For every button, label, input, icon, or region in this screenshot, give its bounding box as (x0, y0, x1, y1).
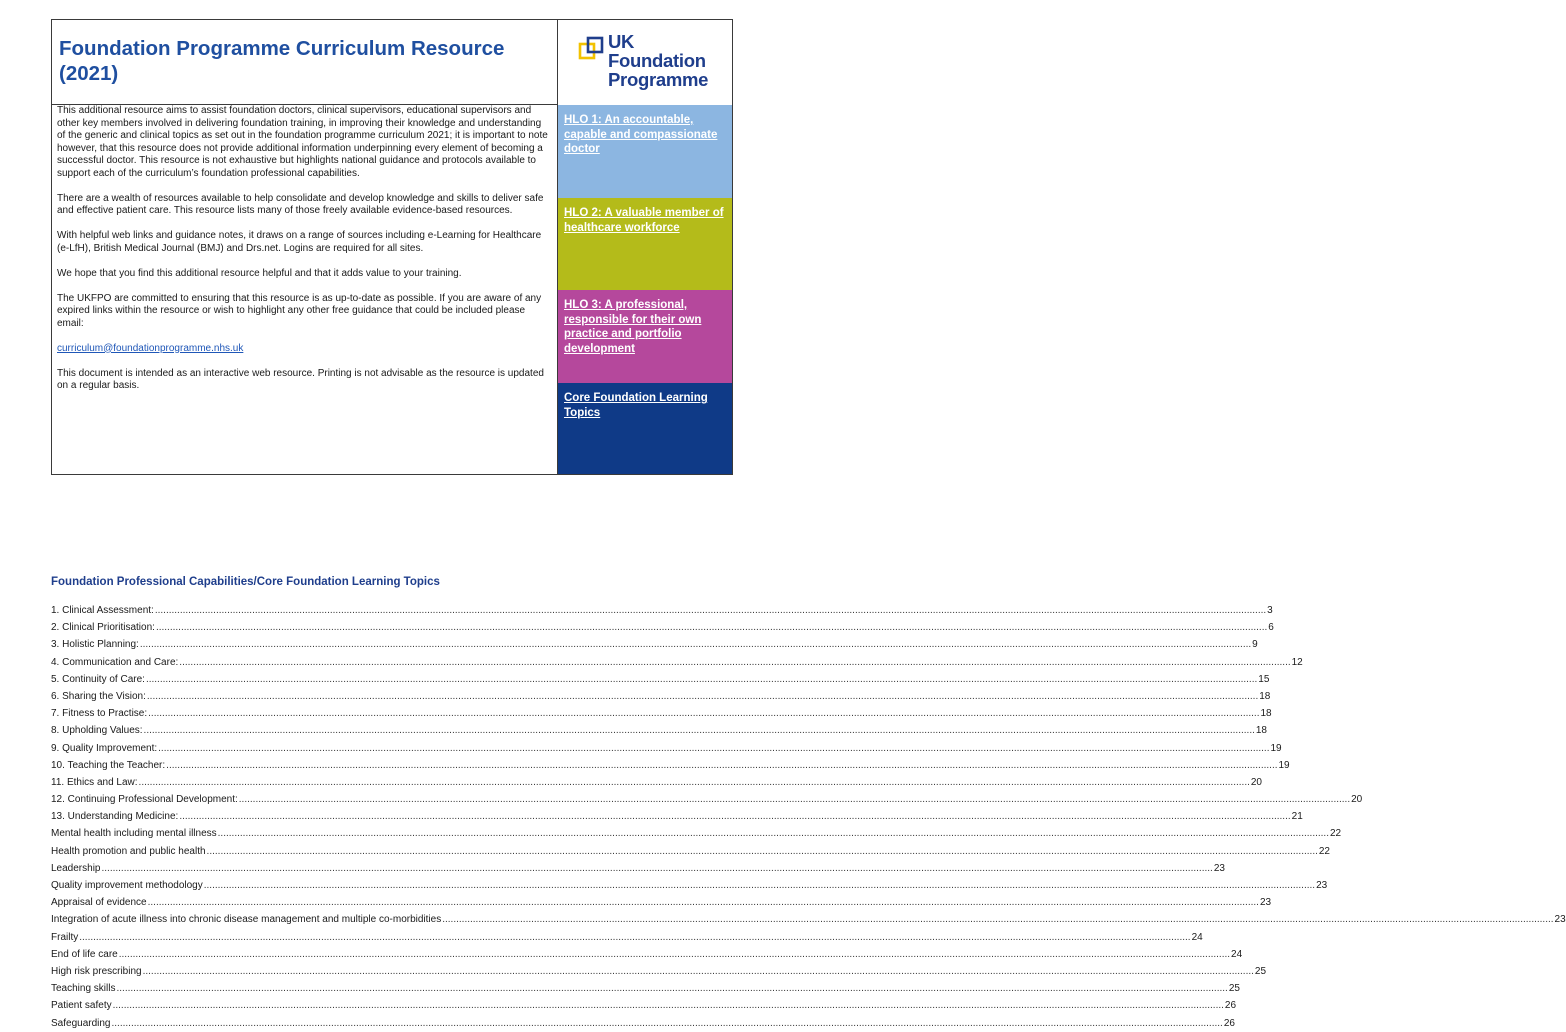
toc-entry[interactable] (51, 808, 1303, 825)
hlo-2-link[interactable]: HLO 2: A valuable member of healthcare workforce (558, 198, 732, 290)
logo-line-1: UK (608, 31, 635, 52)
toc-entry-page: 18 (1259, 690, 1271, 702)
toc-entry-page: 21 (1291, 811, 1303, 823)
toc-dot-leader: ................................................................................................................................................................................................................................................................................................................................................................................................................ (148, 708, 1260, 720)
toc-entry[interactable] (51, 929, 1203, 946)
toc-entry-page: 6 (1268, 622, 1274, 634)
toc-entry-page: 19 (1278, 759, 1290, 771)
hlo-1-link[interactable]: HLO 1: An accountable, capable and compassionate doctor (558, 105, 732, 198)
table-of-contents (51, 602, 1566, 1032)
intro-paragraph: This document is intended as an interactive web resource. Printing is not advisable as the resource is updated on a regular basis. (57, 367, 544, 391)
toc-dot-leader: ................................................................................................................................................................................................................................................................................................................................................................................................................ (166, 759, 1278, 771)
toc-entry-title: 5. Continuity of Care: (51, 673, 145, 685)
intro-text (57, 105, 551, 405)
toc-entry-page: 25 (1228, 983, 1240, 995)
toc-entry-page: 23 (1554, 914, 1566, 926)
logo-line-3: Programme (608, 69, 709, 90)
ukfp-logo (558, 20, 732, 105)
toc-dot-leader: ................................................................................................................................................................................................................................................................................................................................................................................................................ (116, 983, 1228, 995)
logo-squares-icon (578, 36, 606, 64)
toc-entry-page: 18 (1260, 708, 1272, 720)
toc-dot-leader: ................................................................................................................................................................................................................................................................................................................................................................................................................ (138, 776, 1250, 788)
logo-wordmark (608, 32, 708, 89)
toc-entry-page: 23 (1316, 880, 1328, 891)
toc-entry-page: 25 (1254, 965, 1267, 977)
toc-dot-leader: ................................................................................................................................................................................................................................................................................................................................................................................................................ (118, 948, 1231, 960)
toc-dot-leader: ................................................................................................................................................................................................................................................................................................................................................................................................................ (147, 897, 1259, 909)
toc-entry[interactable] (51, 946, 1243, 963)
toc-entry[interactable] (51, 963, 1267, 980)
toc-dot-leader: ................................................................................................................................................................................................................................................................................................................................................................................................................ (442, 914, 1554, 926)
toc-dot-leader: ................................................................................................................................................................................................................................................................................................................................................................................................................ (206, 845, 1318, 857)
toc-dot-leader: ................................................................................................................................................................................................................................................................................................................................................................................................................ (179, 656, 1291, 668)
toc-dot-leader: ................................................................................................................................................................................................................................................................................................................................................................................................................ (79, 931, 1191, 943)
toc-heading: Foundation Professional Capabilities/Core Foundation Learning Topics (51, 576, 440, 588)
intro-cell (52, 105, 558, 474)
core-topics-link[interactable]: Core Foundation Learning Topics (558, 383, 732, 474)
toc-entry-page: 20 (1351, 794, 1363, 806)
email-paragraph (57, 343, 551, 356)
intro-paragraph: The UKFPO are committed to ensuring that this resource is as up-to-date as possible. If you are aware of any expired links within the resource or wish to highlight any other free guidance that could be included please email: (57, 292, 542, 329)
toc-entry[interactable] (51, 705, 1272, 722)
toc-entry-title: End of life care (51, 948, 118, 960)
toc-entry-page: 19 (1270, 742, 1282, 754)
toc-entry-title: 3. Holistic Planning: (51, 639, 139, 651)
toc-entry-page: 3 (1267, 605, 1273, 616)
toc-entry[interactable] (51, 654, 1303, 671)
toc-entry-page: 20 (1250, 776, 1262, 788)
toc-dot-leader: ................................................................................................................................................................................................................................................................................................................................................................................................................ (145, 673, 1258, 685)
toc-entry-title: 1. Clinical Assessment: (51, 605, 154, 616)
toc-dot-leader: ................................................................................................................................................................................................................................................................................................................................................................................................................ (238, 794, 1351, 806)
toc-entry[interactable] (51, 619, 1274, 636)
toc-dot-leader: ................................................................................................................................................................................................................................................................................................................................................................................................................ (179, 811, 1291, 823)
toc-dot-leader: ................................................................................................................................................................................................................................................................................................................................................................................................................ (203, 880, 1316, 891)
toc-entry-page: 22 (1329, 828, 1342, 840)
toc-entry-title: 11. Ethics and Law: (51, 776, 138, 788)
toc-entry-page: 23 (1213, 862, 1225, 874)
toc-entry-page: 24 (1191, 931, 1203, 943)
toc-entry-page: 22 (1318, 845, 1330, 857)
toc-entry-title: High risk prescribing (51, 965, 142, 977)
toc-entry[interactable] (51, 877, 1328, 894)
toc-entry[interactable] (51, 602, 1273, 619)
toc-entry-title: 13. Understanding Medicine: (51, 811, 179, 823)
toc-entry-title: 7. Fitness to Practise: (51, 708, 148, 720)
toc-entry-title: 4. Communication and Care: (51, 656, 179, 668)
toc-entry[interactable] (51, 825, 1342, 842)
toc-dot-leader: ................................................................................................................................................................................................................................................................................................................................................................................................................ (101, 862, 1213, 874)
intro-paragraph: We hope that you find this additional resource helpful and that it adds value to your training. (57, 267, 462, 279)
toc-entry-title: 2. Clinical Prioritisation: (51, 622, 155, 634)
toc-dot-leader: ................................................................................................................................................................................................................................................................................................................................................................................................................ (143, 725, 1255, 737)
toc-entry-title: 12. Continuing Professional Development: (51, 794, 238, 806)
toc-dot-leader: ................................................................................................................................................................................................................................................................................................................................................................................................................ (154, 605, 1267, 616)
toc-entry[interactable] (51, 894, 1272, 911)
toc-entry-page: 23 (1259, 897, 1272, 909)
toc-entry-page: 15 (1258, 673, 1270, 685)
hlo-3-link[interactable]: HLO 3: A professional, responsible for their own practice and portfolio development (558, 290, 732, 383)
toc-entry-title: 6. Sharing the Vision: (51, 690, 146, 702)
toc-entry-title: 9. Quality Improvement: (51, 742, 158, 754)
toc-entry[interactable] (51, 860, 1225, 877)
toc-dot-leader: ................................................................................................................................................................................................................................................................................................................................................................................................................ (158, 742, 1270, 754)
toc-entry[interactable] (51, 997, 1237, 1014)
toc-entry[interactable] (51, 636, 1258, 653)
header-table (51, 19, 733, 475)
toc-entry[interactable] (51, 757, 1290, 774)
toc-entry[interactable] (51, 688, 1271, 705)
toc-entry-page: 24 (1231, 948, 1243, 960)
toc-entry[interactable] (51, 791, 1363, 808)
toc-entry[interactable] (51, 911, 1566, 928)
toc-entry-page: 12 (1291, 656, 1303, 668)
toc-entry-title: Integration of acute illness into chronic disease management and multiple co-morbidities (51, 914, 442, 926)
toc-dot-leader: ................................................................................................................................................................................................................................................................................................................................................................................................................ (112, 1000, 1224, 1012)
toc-entry[interactable] (51, 774, 1262, 791)
toc-entry[interactable] (51, 671, 1270, 688)
toc-entry-title: Quality improvement methodology (51, 880, 203, 891)
email-link[interactable]: curriculum@foundationprogramme.nhs.uk (57, 342, 244, 354)
title-cell (52, 20, 558, 105)
intro-paragraph: There are a wealth of resources available to help consolidate and develop knowledge and skills to deliver safe and effective patient care. This resource lists many of those freely available evidence-based resources. (57, 192, 544, 216)
toc-entry-page: 26 (1224, 1000, 1237, 1012)
document-title: Foundation Programme Curriculum Resource (2021) (59, 37, 505, 85)
toc-dot-leader: ................................................................................................................................................................................................................................................................................................................................................................................................................ (139, 639, 1252, 651)
toc-entry[interactable] (51, 1015, 1235, 1032)
toc-entry[interactable] (51, 843, 1330, 860)
toc-dot-leader: ................................................................................................................................................................................................................................................................................................................................................................................................................ (111, 1017, 1223, 1029)
toc-dot-leader: ................................................................................................................................................................................................................................................................................................................................................................................................................ (146, 690, 1259, 702)
logo-line-2: Foundation (608, 50, 706, 71)
toc-entry-title: Frailty (51, 931, 79, 943)
toc-entry-title: 8. Upholding Values: (51, 725, 143, 737)
toc-entry-title: Health promotion and public health (51, 845, 206, 857)
toc-entry-title: 10. Teaching the Teacher: (51, 759, 166, 771)
toc-entry-title: Appraisal of evidence (51, 897, 147, 909)
toc-entry[interactable] (51, 722, 1267, 739)
toc-entry-page: 26 (1223, 1017, 1235, 1029)
toc-entry-title: Patient safety (51, 1000, 112, 1012)
toc-entry[interactable] (51, 980, 1240, 997)
toc-entry-title: Teaching skills (51, 983, 116, 995)
intro-paragraph: With helpful web links and guidance notes, it draws on a range of sources including e-Learning for Healthcare (e-LfH), British Medical Journal (BMJ) and Drs.net. Logins are required for all sites. (57, 230, 542, 254)
toc-dot-leader: ................................................................................................................................................................................................................................................................................................................................................................................................................ (142, 965, 1254, 977)
toc-entry-page: 9 (1252, 639, 1258, 651)
toc-entry-page: 18 (1255, 725, 1267, 737)
toc-dot-leader: ................................................................................................................................................................................................................................................................................................................................................................................................................ (155, 622, 1268, 634)
toc-entry[interactable] (51, 740, 1282, 757)
toc-entry-title: Mental health including mental illness (51, 828, 217, 840)
toc-entry-title: Leadership (51, 862, 101, 874)
toc-dot-leader: ................................................................................................................................................................................................................................................................................................................................................................................................................ (217, 828, 1329, 840)
toc-entry-title: Safeguarding (51, 1017, 111, 1029)
intro-paragraph: This additional resource aims to assist foundation doctors, clinical supervisors, educational supervisors and other key members involved in delivering foundation training, in improving their knowledge and understanding of the generic and clinical topics as set out in the foundation programme curriculum 2021; it is important to note however, that this resource does not provide additional information underpinning every element of becoming a successful doctor. This resource is not exhaustive but highlights national guidance and protocols available to support each of the curriculum’s foundation professional capabilities. (57, 105, 548, 179)
